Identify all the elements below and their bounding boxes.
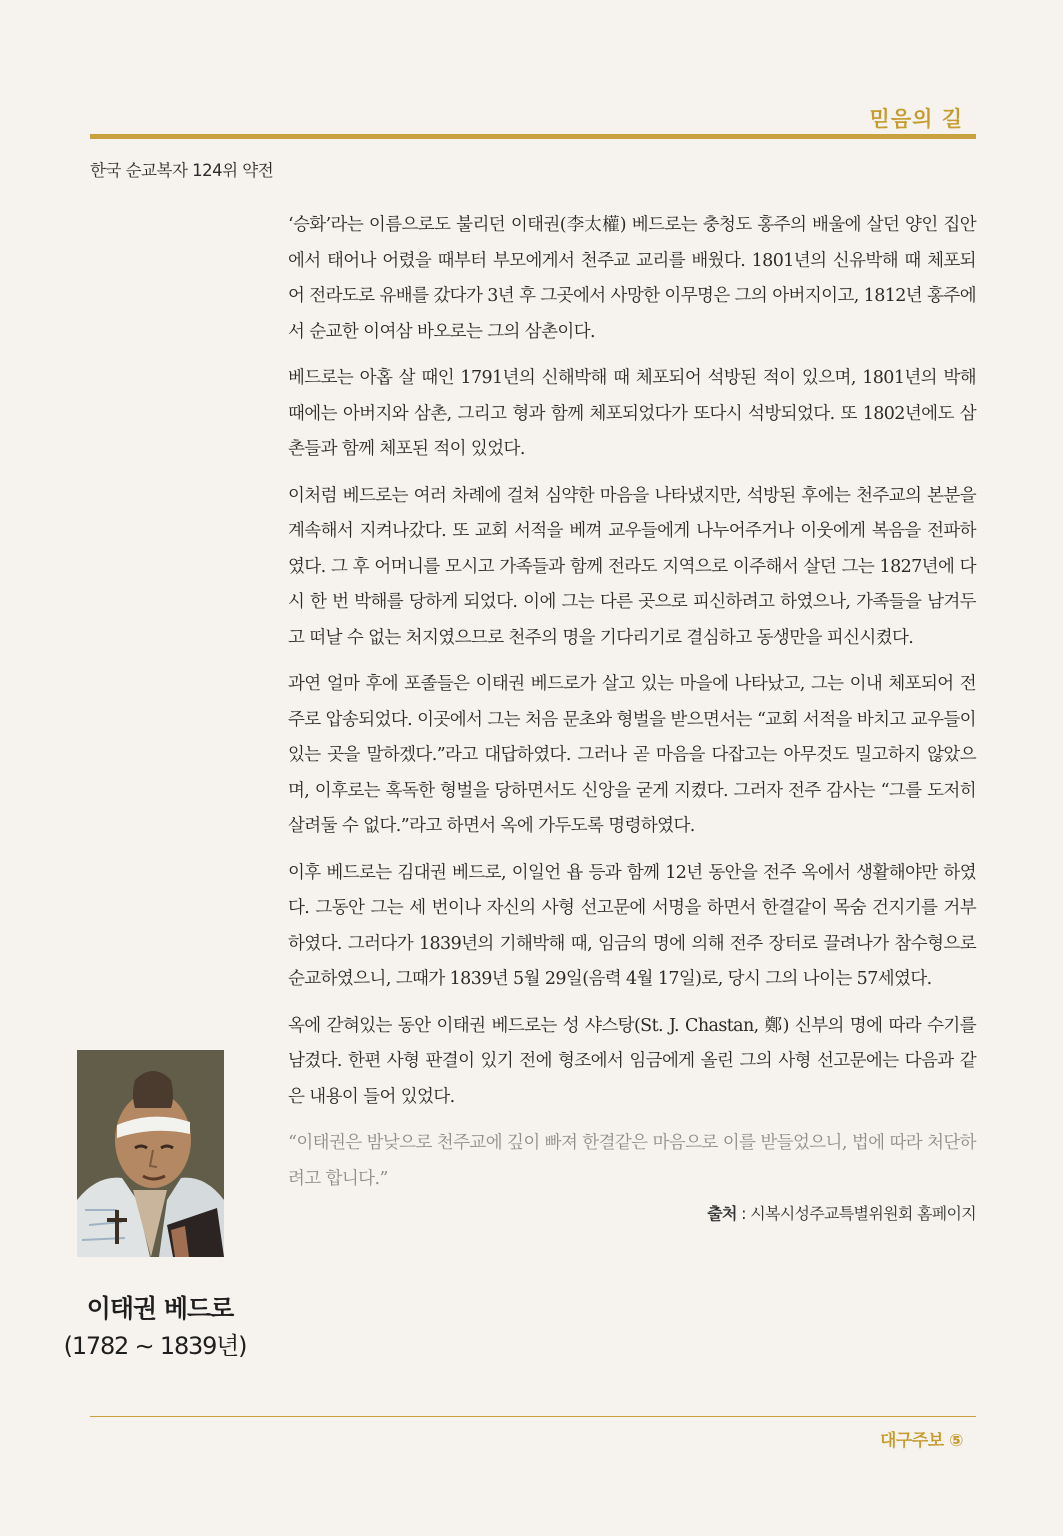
source-value: 시복시성주교특별위원회 홈페이지 [750, 1204, 976, 1223]
martyr-years: (1782 ∼ 1839년) [63, 1332, 247, 1360]
paragraph: ‘승화’라는 이름으로도 불리던 이태권(李太權) 베드로는 충청도 홍주의 배울에 살던 양인 집안에서 태어나 어렸을 때부터 부모에게서 천주교 교리를 배웠다. 1801년의 신유박해 때 체포되어 전라도로 유배를 갔다가 3년 후 그곳에서 사망한 이무명은 그의 아버지이고, 1812년 홍주에서 순교한 이여삼 바오로는 그의 삼촌이다. [288, 215, 976, 342]
paragraph: 이후 베드로는 김대권 베드로, 이일언 욥 등과 함께 12년 동안을 전주 옥에서 생활해야만 하였다. 그동안 그는 세 번이나 자신의 사형 선고문에 서명을 하면서 한결같이 목숨 건지기를 거부하였다. 그러다가 1839년의 기해박해 때, 임금의 명에 의해 전주 장터로 끌려나가 참수형으로 순교하였으니, 그때가 1839년 5월 29일(음력 4월 17일)로, 당시 그의 나이는 57세였다. [288, 862, 976, 989]
martyr-portrait [77, 1050, 224, 1257]
source-line [288, 1201, 976, 1224]
paragraph: 이처럼 베드로는 여러 차례에 걸쳐 심약한 마음을 나타냈지만, 석방된 후에는 천주교의 본분을 계속해서 지켜나갔다. 또 교회 서적을 베껴 교우들에게 나누어주거나 이웃에게 복음을 전파하였다. 그 후 어머니를 모시고 가족들과 함께 전라도 지역으로 이주해서 살던 그는 1827년에 다시 한 번 박해를 당하게 되었다. 이에 그는 다른 곳으로 피신하려고 하였으나, 가족들을 남겨두고 떠날 수 없는 처지였으므로 천주의 명을 기다리기로 결심하고 동생만을 피신시켰다. [288, 485, 976, 648]
sentence-quote: “이태권은 밤낮으로 천주교에 깊이 빠져 한결같은 마음으로 이를 받들었으니, 법에 따라 처단하려고 합니다.” [288, 1133, 976, 1189]
footer-label: 대구주보 ⑤ [880, 1431, 963, 1451]
article-body [288, 208, 976, 1224]
paragraph: 과연 얼마 후에 포졸들은 이태권 베드로가 살고 있는 마을에 나타났고, 그는 이내 체포되어 전주로 압송되었다. 이곳에서 그는 처음 문초와 형벌을 받으면서는 “교회 서적을 바치고 교우들이 있는 곳을 말하겠다.”라고 대답하였다. 그러나 곧 마음을 다잡고는 아무것도 밀고하지 않았으며, 이후로는 혹독한 형벌을 당하면서도 신앙을 굳게 지켰다. 그러자 전주 감사는 “그를 도저히 살려둘 수 없다.”라고 하면서 옥에 가두도록 명령하였다. [288, 674, 976, 836]
source-label: 출처 [707, 1204, 737, 1223]
martyr-name: 이태권 베드로 [86, 1294, 234, 1323]
bottom-rule [90, 1416, 976, 1417]
top-rule [90, 134, 976, 139]
source-separator: : [736, 1204, 751, 1223]
paragraph: 옥에 갇혀있는 동안 이태권 베드로는 성 샤스탕(St. J. Chastan, 鄭) 신부의 명에 따라 수기를 남겼다. 한편 사형 판결이 있기 전에 형조에서 임금에게 올린 그의 사형 선고문에는 다음과 같은 내용이 들어 있었다. [288, 1015, 976, 1107]
series-title: 한국 순교복자 124위 약전 [90, 161, 274, 180]
section-title: 믿음의 길 [869, 107, 963, 131]
paragraph: 베드로는 아홉 살 때인 1791년의 신해박해 때 체포되어 석방된 적이 있으며, 1801년의 박해 때에는 아버지와 삼촌, 그리고 형과 함께 체포되었다가 또다시 석방되었다. 또 1802년에도 삼촌들과 함께 체포된 적이 있었다. [288, 368, 976, 459]
